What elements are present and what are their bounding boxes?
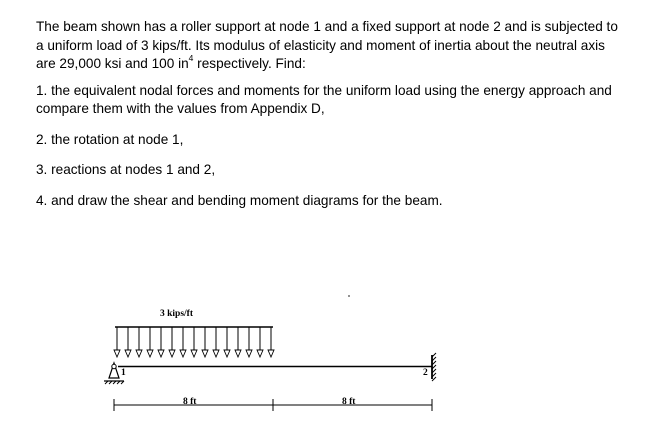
inertia-exponent: 4: [188, 53, 194, 64]
load-arrow-head: [158, 350, 164, 357]
load-arrow-head: [257, 350, 263, 357]
span-2-label: 8 ft: [342, 397, 356, 407]
fixed-support: [432, 353, 436, 381]
load-arrow-head: [136, 350, 142, 357]
intro-text: The beam shown has a roller support at node 1 and a fixed support at node 2 and is subjected to a uniform load of 3 kips/ft. Its modulus of elasticity and moment of inertia about the neutral axis are 29,000 ksi and 100 in: [36, 19, 618, 71]
load-arrow-head: [169, 350, 175, 357]
task-2: 2. the rotation at node 1,: [36, 131, 184, 147]
load-arrow-head: [202, 350, 208, 357]
load-arrow-head: [114, 350, 120, 357]
stray-dot: [348, 295, 350, 297]
load-arrow-head: [180, 350, 186, 357]
intro-text-end: respectively. Find:: [193, 56, 306, 71]
load-arrow-head: [224, 350, 230, 357]
load-arrows: [114, 327, 274, 357]
load-arrow-head: [268, 350, 274, 357]
task-4: 4. and draw the shear and bending moment diagrams for the beam.: [36, 192, 443, 208]
node-2-label: 2: [423, 368, 428, 378]
span-1-label: 8 ft: [183, 397, 197, 407]
dimension-lines: [114, 399, 432, 411]
load-arrow-head: [213, 350, 219, 357]
node-1-label: 1: [121, 368, 126, 378]
task-3: 3. reactions at nodes 1 and 2,: [36, 162, 216, 177]
load-arrow-head: [246, 350, 252, 357]
load-arrow-head: [235, 350, 241, 357]
load-arrow-head: [147, 350, 153, 357]
load-label: 3 kips/ft: [160, 309, 193, 319]
task-1: 1. the equivalent nodal forces and moments for the uniform load using the energy approach and compare them with the values from Appendix D,: [36, 82, 612, 116]
load-arrow-head: [191, 350, 197, 357]
distributed-load: [114, 327, 274, 357]
load-arrow-head: [125, 350, 131, 357]
